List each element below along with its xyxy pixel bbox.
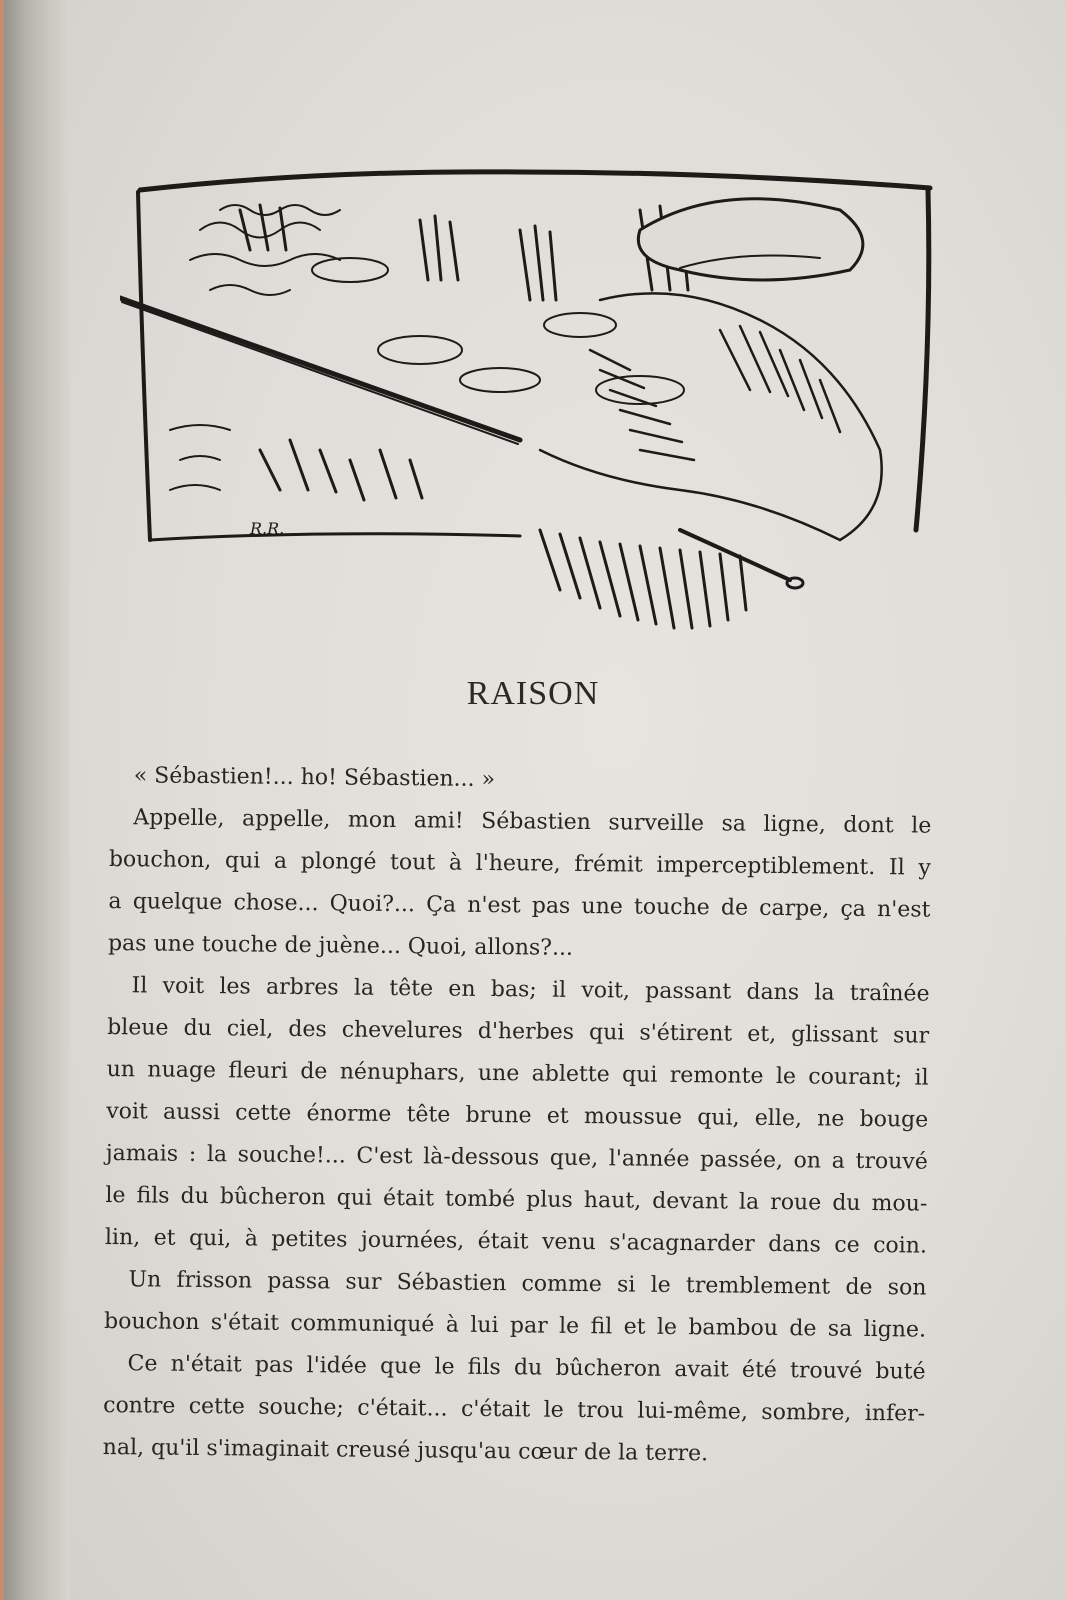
- text-line: jamais : la souche!... C'est là-dessous que, l'année passée, on a trouvé: [105, 1140, 928, 1175]
- text-line: Il voit les arbres la tête en bas; il voit, passant dans la traînée: [131, 973, 930, 1007]
- angler-hat: [638, 199, 863, 280]
- chapter-title: RAISON: [466, 675, 600, 712]
- frame-right: [916, 190, 929, 530]
- angler-body: [540, 293, 882, 540]
- text-line: voit aussi cette énorme tête brune et moussue qui, elle, ne bouge: [106, 1098, 929, 1133]
- text-line: bouchon, qui a plongé tout à l'heure, frémit imperceptiblement. Il y: [108, 846, 931, 881]
- text-line: nal, qu'il s'imaginait creusé jusqu'au cœur de la terre.: [102, 1434, 709, 1467]
- text-line: bleue du ciel, des chevelures d'herbes qui s'étirent et, glissant sur: [107, 1014, 930, 1049]
- body-text: [103, 755, 932, 1478]
- text-line: Ce n'était pas l'idée que le fils du bûcheron avait été trouvé buté: [127, 1351, 926, 1385]
- spine-edge: [0, 0, 4, 1600]
- text-line: a quelque chose... Quoi?... Ça n'est pas une touche de carpe, ça n'est: [108, 888, 931, 923]
- frame-top: [140, 172, 930, 190]
- artist-signature: R.R.: [250, 519, 285, 538]
- frame-left: [138, 192, 150, 540]
- text-line: contre cette souche; c'était... c'était le trou lui-même, sombre, infer-: [103, 1392, 926, 1427]
- text-line: bouchon s'était communiqué à lui par le fil et le bambou de sa ligne.: [103, 1308, 927, 1343]
- frame-bottom: [150, 534, 520, 540]
- text-line: lin, et qui, à petites journées, était venu s'acagnarder dans ce coin.: [104, 1224, 928, 1259]
- reed-hatching: [240, 205, 688, 500]
- angler-illustration: [120, 150, 950, 670]
- text-line: pas une touche de juène... Quoi, allons?...: [107, 930, 574, 961]
- fishing-rod: [120, 298, 520, 440]
- text-line: Un frisson passa sur Sébastien comme si le tremblement de son: [128, 1267, 927, 1301]
- text-line: Appelle, appelle, mon ami! Sébastien surveille sa ligne, dont le: [133, 805, 932, 839]
- text-line: « Sébastien!... ho! Sébastien... »: [133, 763, 496, 793]
- text-line: le fils du bûcheron qui était tombé plus haut, devant la roue du mou-: [105, 1182, 928, 1217]
- text-line: un nuage fleuri de nénuphars, une ablette qui remonte le courant; il: [106, 1056, 929, 1091]
- book-spine: [0, 0, 70, 1600]
- rod-handle: [680, 530, 790, 580]
